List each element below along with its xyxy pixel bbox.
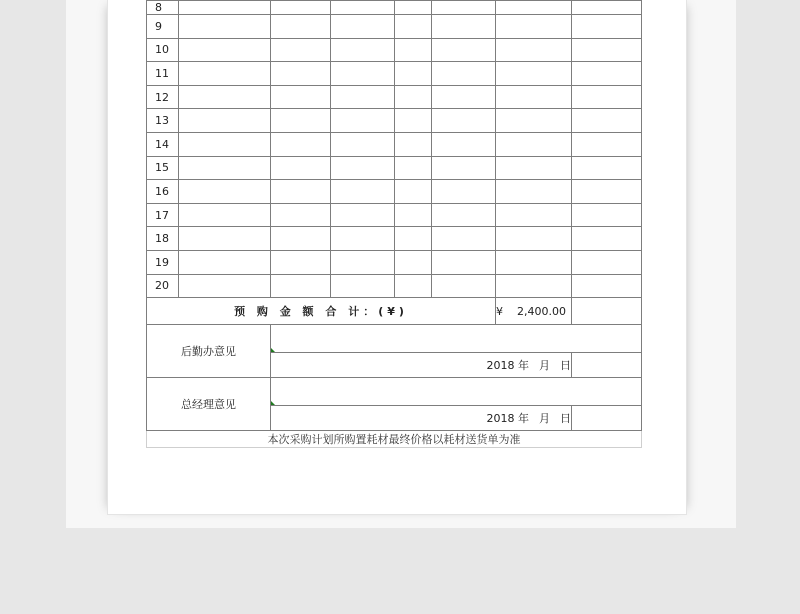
- table-cell[interactable]: [496, 274, 572, 298]
- table-cell[interactable]: [179, 180, 271, 204]
- table-cell[interactable]: [271, 132, 331, 156]
- table-row: [147, 180, 642, 204]
- table-cell[interactable]: [496, 180, 572, 204]
- table-cell[interactable]: [572, 227, 642, 251]
- total-label: 预 购 金 额 合 计：(¥): [147, 298, 496, 325]
- table-row: [147, 132, 642, 156]
- total-amount: 2,400.00: [517, 304, 566, 318]
- table-row: [147, 227, 642, 251]
- manager-date-year: 2018 年: [486, 412, 529, 426]
- row-number: 12: [147, 85, 179, 109]
- manager-date-blank[interactable]: [572, 406, 642, 431]
- table-cell[interactable]: [179, 38, 271, 62]
- table-cell[interactable]: [496, 62, 572, 86]
- row-number: 11: [147, 62, 179, 86]
- table-cell[interactable]: [395, 38, 432, 62]
- table-cell[interactable]: [179, 1, 271, 15]
- logistics-date-blank[interactable]: [572, 353, 642, 378]
- table-cell[interactable]: [331, 1, 395, 15]
- manager-opinion-label: 总经理意见: [147, 378, 271, 431]
- cell-comment-marker: [271, 401, 275, 405]
- table-cell[interactable]: [331, 250, 395, 274]
- table-cell[interactable]: [271, 250, 331, 274]
- table-row: [147, 274, 642, 298]
- manager-opinion-field[interactable]: [271, 378, 642, 406]
- row-number: 9: [147, 15, 179, 39]
- table-cell[interactable]: [572, 109, 642, 133]
- table-cell[interactable]: [331, 274, 395, 298]
- table-cell[interactable]: [432, 274, 496, 298]
- logistics-opinion-field[interactable]: [271, 325, 642, 353]
- table-cell[interactable]: [496, 250, 572, 274]
- table-row: [147, 250, 642, 274]
- table-cell[interactable]: [395, 227, 432, 251]
- table-cell[interactable]: [432, 15, 496, 39]
- table-cell[interactable]: [179, 109, 271, 133]
- table-cell[interactable]: [271, 203, 331, 227]
- table-cell[interactable]: [432, 85, 496, 109]
- table-cell[interactable]: [572, 156, 642, 180]
- table-cell[interactable]: [432, 109, 496, 133]
- table-cell[interactable]: [572, 1, 642, 15]
- table-cell[interactable]: [496, 109, 572, 133]
- table-cell[interactable]: [271, 1, 331, 15]
- table-row: [147, 156, 642, 180]
- table-cell[interactable]: [331, 227, 395, 251]
- table-cell[interactable]: [496, 156, 572, 180]
- table-cell[interactable]: [432, 156, 496, 180]
- table-cell[interactable]: [179, 274, 271, 298]
- row-number: 13: [147, 109, 179, 133]
- row-number: 10: [147, 38, 179, 62]
- table-cell[interactable]: [395, 15, 432, 39]
- table-cell[interactable]: [572, 38, 642, 62]
- table-cell[interactable]: [271, 62, 331, 86]
- manager-opinion-row: [147, 378, 642, 406]
- table-cell[interactable]: [496, 38, 572, 62]
- table-cell[interactable]: [331, 203, 395, 227]
- table-cell[interactable]: [395, 274, 432, 298]
- table-row: [147, 62, 642, 86]
- currency-symbol: ¥: [496, 304, 503, 318]
- table-cell[interactable]: [432, 250, 496, 274]
- table-cell[interactable]: [331, 62, 395, 86]
- table-cell[interactable]: [395, 62, 432, 86]
- row-number: 8: [147, 1, 179, 15]
- table-cell[interactable]: [572, 203, 642, 227]
- table-cell[interactable]: [432, 38, 496, 62]
- logistics-date-day: 日: [560, 359, 571, 373]
- table-cell[interactable]: [179, 62, 271, 86]
- table-cell[interactable]: [496, 227, 572, 251]
- table-cell[interactable]: [395, 180, 432, 204]
- table-row: [147, 85, 642, 109]
- cell-comment-marker: [271, 348, 275, 352]
- table-cell[interactable]: [395, 109, 432, 133]
- table-cell[interactable]: [432, 203, 496, 227]
- row-number: 15: [147, 156, 179, 180]
- table-cell[interactable]: [395, 250, 432, 274]
- table-cell[interactable]: [496, 1, 572, 15]
- table-row: [147, 203, 642, 227]
- table-cell[interactable]: [179, 15, 271, 39]
- logistics-date[interactable]: [271, 353, 572, 378]
- table-cell[interactable]: [572, 132, 642, 156]
- purchase-plan-table: [146, 0, 642, 448]
- table-cell[interactable]: [179, 156, 271, 180]
- table-cell[interactable]: [331, 85, 395, 109]
- total-blank-cell[interactable]: [572, 298, 642, 325]
- table-cell[interactable]: [331, 109, 395, 133]
- manager-date-day: 日: [560, 412, 571, 426]
- table-cell[interactable]: [271, 85, 331, 109]
- row-number: 19: [147, 250, 179, 274]
- table-cell[interactable]: [496, 15, 572, 39]
- note-row: [147, 431, 642, 448]
- table-cell[interactable]: [179, 85, 271, 109]
- table-cell[interactable]: [395, 203, 432, 227]
- table-cell[interactable]: [395, 132, 432, 156]
- item-rows: [147, 1, 642, 298]
- table-cell[interactable]: [432, 1, 496, 15]
- table-cell[interactable]: [179, 227, 271, 251]
- table-cell[interactable]: [271, 15, 331, 39]
- table-cell[interactable]: [395, 85, 432, 109]
- logistics-date-year: 2018 年: [486, 359, 529, 373]
- row-number: 14: [147, 132, 179, 156]
- logistics-date-month: 月: [539, 359, 550, 373]
- logistics-opinion-row: [147, 325, 642, 353]
- row-number: 16: [147, 180, 179, 204]
- manager-date[interactable]: [271, 406, 572, 431]
- row-number: 17: [147, 203, 179, 227]
- logistics-opinion-label: 后勤办意见: [147, 325, 271, 378]
- table-cell[interactable]: [572, 15, 642, 39]
- table-cell[interactable]: [331, 156, 395, 180]
- table-cell[interactable]: [179, 250, 271, 274]
- total-amount-cell[interactable]: [496, 298, 572, 325]
- table-cell[interactable]: [496, 203, 572, 227]
- table-row: [147, 15, 642, 39]
- table-cell[interactable]: [271, 109, 331, 133]
- table-cell[interactable]: [572, 62, 642, 86]
- row-number: 20: [147, 274, 179, 298]
- table-cell[interactable]: [572, 274, 642, 298]
- manager-date-month: 月: [539, 412, 550, 426]
- table-cell[interactable]: [331, 180, 395, 204]
- table-cell[interactable]: [572, 250, 642, 274]
- table-cell[interactable]: [331, 38, 395, 62]
- table-cell[interactable]: [432, 132, 496, 156]
- footer-note: 本次采购计划所购置耗材最终价格以耗材送货单为准: [147, 431, 642, 448]
- table-row: [147, 1, 642, 15]
- total-row: [147, 298, 642, 325]
- row-number: 18: [147, 227, 179, 251]
- table-cell[interactable]: [395, 1, 432, 15]
- table-cell[interactable]: [271, 38, 331, 62]
- table-cell[interactable]: [395, 156, 432, 180]
- table-cell[interactable]: [271, 180, 331, 204]
- table-cell[interactable]: [432, 180, 496, 204]
- table-cell[interactable]: [496, 85, 572, 109]
- table-cell[interactable]: [432, 227, 496, 251]
- table-cell[interactable]: [432, 62, 496, 86]
- table-cell[interactable]: [271, 227, 331, 251]
- table-cell[interactable]: [572, 180, 642, 204]
- table-cell[interactable]: [331, 15, 395, 39]
- table-row: [147, 38, 642, 62]
- table-cell[interactable]: [496, 132, 572, 156]
- table-cell[interactable]: [331, 132, 395, 156]
- table-cell[interactable]: [572, 85, 642, 109]
- table-cell[interactable]: [271, 274, 331, 298]
- table-cell[interactable]: [271, 156, 331, 180]
- table-row: [147, 109, 642, 133]
- table-cell[interactable]: [179, 203, 271, 227]
- table-cell[interactable]: [179, 132, 271, 156]
